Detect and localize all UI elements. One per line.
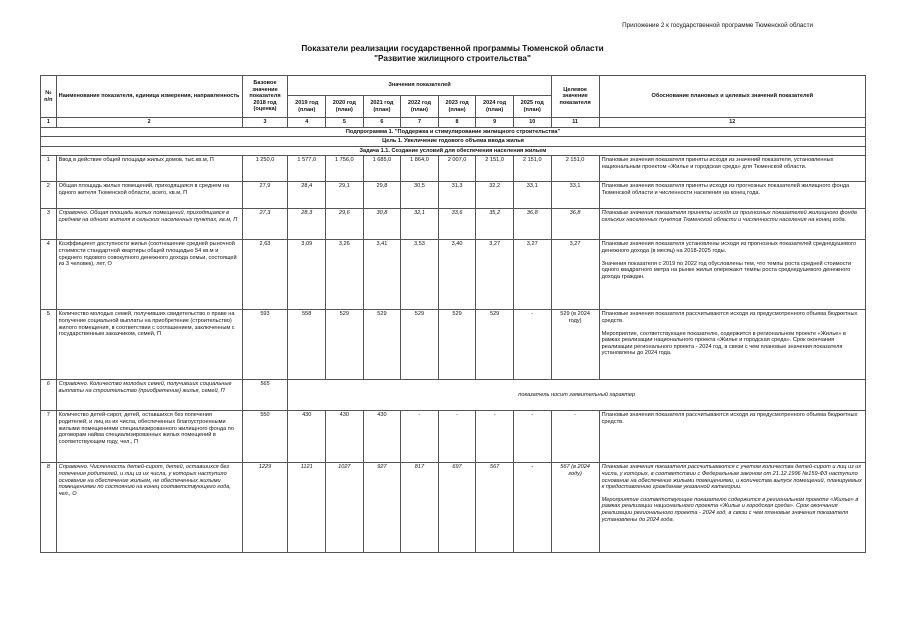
base-value: 2,63 <box>242 240 288 310</box>
year-value: 35,2 <box>476 209 514 240</box>
indicator-name: Справочно. Численность детей-сирот, детей, оставшихся без попечения родителей, и лиц из их числа, у которых наступило основание на обеспечение жильем, не обеспеченных жилыми помещениями по состоянию на конец соответствующего года, чел., О <box>56 463 242 553</box>
header-year: 2021 год (план) <box>363 96 401 118</box>
year-value: 29,6 <box>326 209 364 240</box>
justification-cell <box>599 411 865 463</box>
header-justification: Обоснование плановых и целевых значений показателей <box>599 76 865 118</box>
column-numbers-row <box>41 118 866 128</box>
table-row <box>41 411 866 463</box>
year-value: - <box>401 411 439 463</box>
row-number: 7 <box>41 411 57 463</box>
header-num: № п/п <box>41 76 57 118</box>
year-value: 3,53 <box>401 240 439 310</box>
row-number: 6 <box>41 380 57 411</box>
year-value: 430 <box>326 411 364 463</box>
year-value: 430 <box>363 411 401 463</box>
year-value: 3,40 <box>438 240 476 310</box>
year-value: - <box>513 411 551 463</box>
column-number: 11 <box>551 118 599 128</box>
year-value: 33,6 <box>438 209 476 240</box>
table-row <box>41 240 866 310</box>
year-value: 558 <box>288 310 326 380</box>
year-value: 29,1 <box>326 182 364 209</box>
header-year: 2019 год (план) <box>288 96 326 118</box>
target-value: - <box>551 411 599 463</box>
appendix-note: Приложение 2 к государственной программе Тюменской области <box>622 22 813 29</box>
indicator-name: Справочно. Общая площадь жилых помещений, приходящаяся в среднем на одного жителя в сельских населенных пунктах, кв.м, П <box>56 209 242 240</box>
page-title <box>0 44 905 64</box>
year-value: 927 <box>363 463 401 553</box>
base-value: 27,9 <box>242 182 288 209</box>
indicator-name: Общая площадь жилых помещений, приходящаяся в среднем на одного жителя Тюменской области, всего, кв.м, П <box>56 182 242 209</box>
note-cell: показатель носит заявительный характер <box>288 380 866 411</box>
title-line-2: "Развитие жилищного строительства" <box>374 54 531 63</box>
year-value: 3,27 <box>513 240 551 310</box>
year-value: 529 <box>363 310 401 380</box>
base-value: 593 <box>242 310 288 380</box>
goal-heading: Цель 1. Увеличение годового объема ввода жилья <box>41 137 866 147</box>
year-value: 529 <box>401 310 439 380</box>
base-value: 1 250,0 <box>242 156 288 182</box>
column-number: 1 <box>41 118 57 128</box>
year-value: 33,1 <box>513 182 551 209</box>
column-number: 4 <box>288 118 326 128</box>
justification-text: Плановые значения показателя установлены исходя из прогнозных показателей среднедушевого денежного дохода (в месяц) на 2018-2025 годы. <box>601 241 857 254</box>
table-row <box>41 182 866 209</box>
year-value: - <box>513 310 551 380</box>
indicator-name: Коэффициент доступности жилья (соотношение средней рыночной стоимости стандартной квартиры общей площадью 54 кв.м и среднего годового совокупного денежного дохода семьи, состоящей из 3 человек), лет, О <box>56 240 242 310</box>
year-value: 3,26 <box>326 240 364 310</box>
target-value: 529 (в 2024 году) <box>551 310 599 380</box>
table-row <box>41 380 866 411</box>
row-number: 4 <box>41 240 57 310</box>
target-value: 33,1 <box>551 182 599 209</box>
year-value: 30,8 <box>363 209 401 240</box>
justification-text: Мероприятие соответствующее показателю содержится в региональном проекте «Жилье» в рамках реализации национального проекта «Жилье и городская среда». Срок окончания реализации регионального проекта - 2024 год, в связи с чем плановые значения показателя установлены до 2024 года. <box>601 496 859 523</box>
column-number: 10 <box>513 118 551 128</box>
row-number: 8 <box>41 463 57 553</box>
year-value: 31,3 <box>438 182 476 209</box>
table-row <box>41 463 866 553</box>
year-value: 817 <box>401 463 439 553</box>
year-value: - <box>513 463 551 553</box>
year-value: 529 <box>438 310 476 380</box>
table-row <box>41 209 866 240</box>
column-number: 2 <box>56 118 242 128</box>
year-value: 3,41 <box>363 240 401 310</box>
target-value: 36,8 <box>551 209 599 240</box>
base-value: 1229 <box>242 463 288 553</box>
justification-text: Плановые значения показателя рассчитываются исходя из предусмотренного объема бюджетных средств. <box>601 412 858 425</box>
year-value: 430 <box>288 411 326 463</box>
header-values-group: Значения показателей <box>288 76 551 96</box>
year-value: 529 <box>326 310 364 380</box>
target-value: 567 (в 2024 году) <box>551 463 599 553</box>
year-value: - <box>438 411 476 463</box>
year-value: 3,27 <box>476 240 514 310</box>
year-value: 529 <box>476 310 514 380</box>
year-value: 567 <box>476 463 514 553</box>
justification-cell <box>599 463 865 553</box>
justification-text: Мероприятие, соответствующее показателю, содержится в региональном проекте «Жилье» в рамках реализации национального проекта «Жилье и городская среда». Срок окончания реализации регионального проекта - 2024 год, в связи с чем плановые значения показателя установлены до 2024 года. <box>601 330 846 357</box>
year-value: 1 756,0 <box>326 156 364 182</box>
row-number: 5 <box>41 310 57 380</box>
year-value: 28,4 <box>288 182 326 209</box>
year-value: 3,09 <box>288 240 326 310</box>
justification-cell <box>599 182 865 209</box>
header-base: Базовое значение показателя 2018 год (оценка) <box>242 76 288 118</box>
row-number: 3 <box>41 209 57 240</box>
indicator-name: Ввод в действие общей площади жилых домов, тыс.кв.м, П <box>56 156 242 182</box>
justification-cell <box>599 310 865 380</box>
justification-cell <box>599 156 865 182</box>
year-value: 2 151,0 <box>513 156 551 182</box>
year-value: 1 685,0 <box>363 156 401 182</box>
header-name: Наименование показателя, единица измерения, направленность <box>56 76 242 118</box>
year-value: 28,3 <box>288 209 326 240</box>
indicator-name: Количество молодых семей, получивших свидетельство о праве на получение социальной выплаты на приобретение (строительство) жилого помещения, в соответствии с соглашением, заключенным с государственным заказчиком, семей, П <box>56 310 242 380</box>
indicator-name: Справочно. Количество молодых семей, получивших социальные выплаты на строительство (приобретение) жилья, семей, П <box>56 380 242 411</box>
year-value: 697 <box>438 463 476 553</box>
table-row <box>41 156 866 182</box>
column-number: 8 <box>438 118 476 128</box>
column-number: 12 <box>599 118 865 128</box>
justification-cell <box>599 209 865 240</box>
justification-text: Плановые значения показателя рассчитываются с учетом количества детей-сирот и лиц из их числа, у которых, в соответствии с Федеральным законом от 21.12.1996 №159-ФЗ наступило основание на обеспечение жилыми помещениями, и количества выпуск помещений, планируемых к предоставлению гражданам указанной категории. <box>601 464 862 491</box>
justification-text: Плановые значения показателя приняты исходя из значений показателя, установленных национальным проектом «Жилье и городская среда» для Тюменской области. <box>601 157 834 170</box>
table-row <box>41 310 866 380</box>
justification-text: Плановые значения показателя приняты исходя из прогнозных показателей жилищного фонда Тюменской области и численности населения на конец года. <box>601 183 850 196</box>
year-value: 32,1 <box>401 209 439 240</box>
justification-text: Значения показателя с 2019 по 2022 год обусловлены тем, что темпы роста средней стоимости одного квадратного метра на рынке жилья опережают темпы роста среднедушевого денежного дохода граждан. <box>601 260 852 280</box>
year-value: 1 577,0 <box>288 156 326 182</box>
column-number: 9 <box>476 118 514 128</box>
target-value: 3,27 <box>551 240 599 310</box>
column-number: 3 <box>242 118 288 128</box>
task-heading: Задача 1.1. Создание условий для обеспечения населения жильем <box>41 146 866 156</box>
year-value: 2 007,0 <box>438 156 476 182</box>
year-value: 1027 <box>326 463 364 553</box>
indicator-name: Количество детей-сирот, детей, оставшихся без попечения родителей, и лиц из их числа, обеспеченных благоустроенными жилыми помещениями специализированного жилищного фонда по договорам найма специализированных жилых помещений в соответствующем году, чел., П <box>56 411 242 463</box>
subprogram-heading: Подпрограмма 1. "Поддержка и стимулирование жилищного строительства" <box>41 127 866 137</box>
justification-text: Плановые значения показателя приняты исходя из прогнозных показателей жилищного фонда сельских населенных пунктов Тюменской области и численности населения на конец года. <box>601 210 857 223</box>
row-number: 2 <box>41 182 57 209</box>
year-value: 29,8 <box>363 182 401 209</box>
indicators-table <box>40 75 866 553</box>
header-year: 2025 год (план) <box>513 96 551 118</box>
header-year: 2024 год (план) <box>476 96 514 118</box>
row-number: 1 <box>41 156 57 182</box>
justification-cell <box>599 240 865 310</box>
title-line-1: Показатели реализации государственной программы Тюменской области <box>301 44 604 53</box>
year-value: 36,8 <box>513 209 551 240</box>
year-value: 1 864,0 <box>401 156 439 182</box>
column-number: 5 <box>326 118 364 128</box>
target-value: 2 151,0 <box>551 156 599 182</box>
column-number: 6 <box>363 118 401 128</box>
column-number: 7 <box>401 118 439 128</box>
year-value: 32,2 <box>476 182 514 209</box>
header-year: 2022 год (план) <box>401 96 439 118</box>
header-year: 2020 год (план) <box>326 96 364 118</box>
year-value: 2 151,0 <box>476 156 514 182</box>
year-value: 1121 <box>288 463 326 553</box>
justification-text: Плановые значения показателя рассчитываются исходя из предусмотренного объема бюджетных средств. <box>601 311 858 324</box>
year-value: 30,5 <box>401 182 439 209</box>
header-target: Целевое значение показателя <box>551 76 599 118</box>
base-value: 550 <box>242 411 288 463</box>
base-value: 565 <box>242 380 288 411</box>
base-value: 27,3 <box>242 209 288 240</box>
year-value: - <box>476 411 514 463</box>
header-year: 2023 год (план) <box>438 96 476 118</box>
